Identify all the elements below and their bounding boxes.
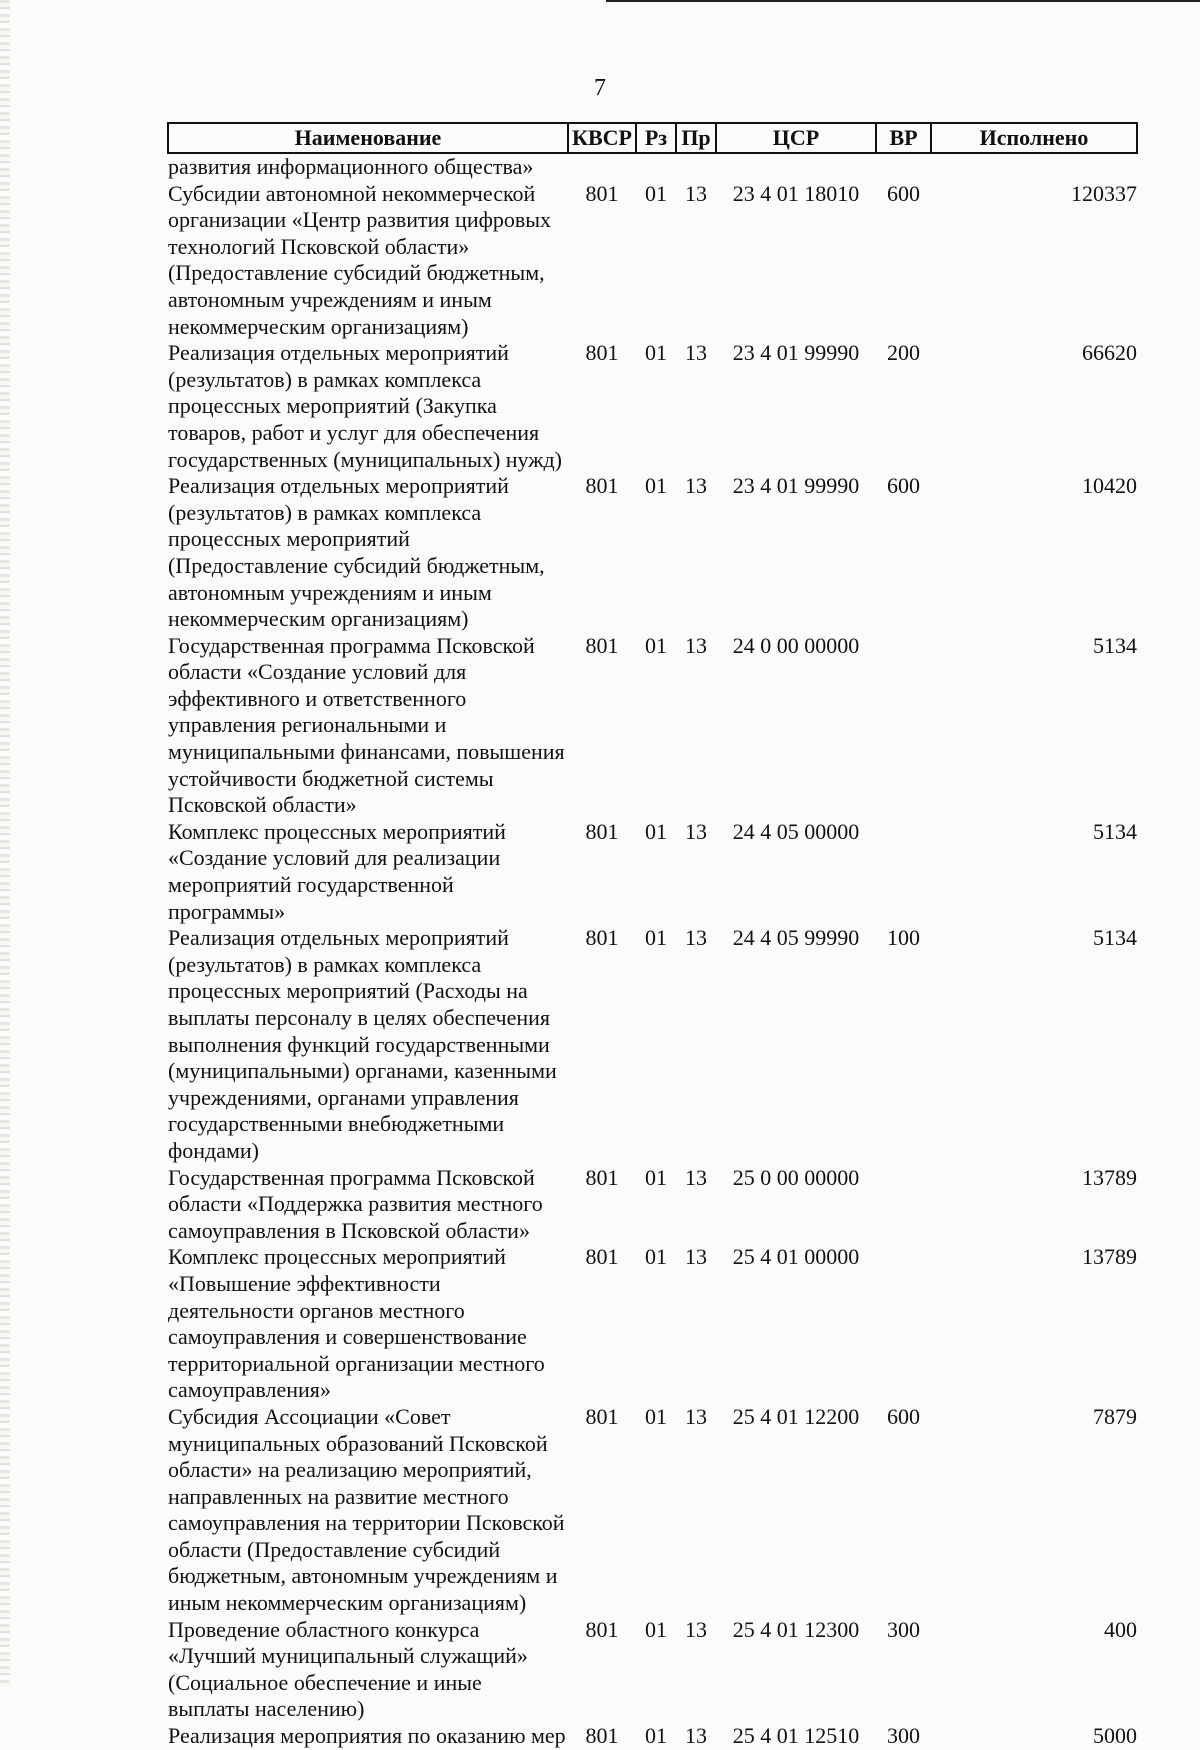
row-name: развития информационного общества»	[168, 154, 534, 179]
row-vr	[876, 1244, 931, 1404]
header-pr: Пр	[676, 123, 716, 153]
row-csr: 23 4 01 99990	[732, 340, 860, 366]
row-sum	[931, 153, 1137, 181]
row-rz: 01	[645, 1164, 667, 1190]
table-row	[168, 633, 1137, 819]
row-name: Государственная программа Псковской области «Создание условий для эффективного и ответственного управления региональными и муниципальными финансами, повышения устойчивости бюджетной системы Псковской области»	[168, 632, 565, 818]
row-name: Реализация отдельных мероприятий (результатов) в рамках комплекса процессных мероприятий (Расходы на выплаты персоналу в целях обеспечения выполнения функций государственными (муниципальными) органами, казенными учреждениями, органами управления государственными внебюджетными фондами)	[168, 925, 557, 1163]
page-number: 7	[594, 75, 606, 101]
row-pr: 13	[685, 632, 707, 658]
row-name: Проведение областного конкурса «Лучший муниципальный служащий» (Социальное обеспечение и иные выплаты населению)	[168, 1616, 528, 1722]
row-csr: 25 4 01 12200	[732, 1403, 860, 1429]
row-csr	[716, 153, 876, 181]
row-kvsr: 801	[585, 473, 619, 499]
row-name: Комплекс процессных мероприятий «Создание условий для реализации мероприятий государственной программы»	[168, 818, 506, 924]
row-pr: 13	[685, 180, 707, 206]
row-name: Реализация мероприятия по оказанию мер	[168, 1723, 566, 1749]
row-rz: 01	[645, 1403, 667, 1429]
row-csr: 24 0 00 00000	[732, 632, 860, 658]
table-row	[168, 1165, 1137, 1245]
row-name: Реализация отдельных мероприятий (результатов) в рамках комплекса процессных мероприятий (Предоставление субсидий бюджетным, автономным учреждениям и иным некоммерческим организациям)	[168, 473, 545, 632]
row-pr: 13	[685, 1723, 707, 1749]
table-row	[168, 925, 1137, 1164]
row-name: Субсидия Ассоциации «Совет муниципальных образований Псковской области» на реализацию мероприятий, направленных на развитие местного самоуправления на территории Псковской области (Предоставление субсидий бюджетным, автономным учреждениям и иным некоммерческим организациям)	[168, 1403, 565, 1616]
row-vr: 600	[887, 473, 920, 499]
row-vr: 300	[887, 1723, 920, 1749]
row-pr: 13	[685, 1244, 707, 1270]
row-vr: 100	[887, 925, 920, 951]
row-name: Государственная программа Псковской области «Поддержка развития местного самоуправления в Псковской области»	[168, 1164, 543, 1243]
row-kvsr: 801	[585, 925, 619, 951]
header-sum: Исполнено	[931, 123, 1137, 153]
table-row	[168, 340, 1137, 473]
table-row	[168, 473, 1137, 633]
row-csr: 24 4 05 00000	[732, 818, 860, 844]
header-vr: ВР	[876, 123, 931, 153]
row-sum: 7879	[1093, 1403, 1137, 1429]
row-name: Комплекс процессных мероприятий «Повышение эффективности деятельности органов местного самоуправления и совершенствование территориальной организации местного самоуправления»	[168, 1244, 545, 1403]
table-row	[168, 181, 1137, 341]
row-csr: 25 4 01 12510	[732, 1723, 860, 1749]
row-kvsr	[568, 153, 636, 181]
row-name: Субсидии автономной некоммерческой организации «Центр развития цифровых технологий Псковской области» (Предоставление субсидий бюджетным, автономным учреждениям и иным некоммерческим организациям)	[168, 180, 552, 339]
header-csr: ЦСР	[716, 123, 876, 153]
row-kvsr: 801	[585, 340, 619, 366]
row-vr	[876, 1165, 931, 1245]
row-sum: 66620	[1082, 340, 1137, 366]
row-rz: 01	[645, 818, 667, 844]
row-pr: 13	[685, 1164, 707, 1190]
table-header-row	[168, 123, 1137, 153]
row-sum: 5134	[1093, 818, 1137, 844]
header-rz: Рз	[636, 123, 676, 153]
row-rz: 01	[645, 632, 667, 658]
row-csr: 23 4 01 99990	[732, 473, 860, 499]
row-kvsr: 801	[585, 632, 619, 658]
scan-edge	[0, 0, 10, 1686]
row-sum: 5134	[1093, 632, 1137, 658]
row-pr: 13	[685, 1403, 707, 1429]
row-csr: 24 4 05 99990	[732, 925, 860, 951]
row-pr: 13	[685, 1616, 707, 1642]
row-kvsr: 801	[585, 1164, 619, 1190]
row-sum: 13789	[1082, 1244, 1137, 1270]
row-sum: 120337	[1071, 180, 1137, 206]
row-pr	[676, 153, 716, 181]
row-vr	[876, 633, 931, 819]
row-sum: 10420	[1082, 473, 1137, 499]
header-kvsr: КВСР	[568, 123, 636, 153]
row-rz: 01	[645, 180, 667, 206]
row-pr: 13	[685, 340, 707, 366]
row-pr: 13	[685, 818, 707, 844]
budget-table	[167, 122, 1138, 1750]
table-row	[168, 819, 1137, 925]
table-row	[168, 1617, 1137, 1723]
row-vr: 600	[887, 1403, 920, 1429]
row-rz: 01	[645, 1723, 667, 1749]
table-row	[168, 1723, 1137, 1750]
row-vr: 600	[887, 180, 920, 206]
row-sum: 5134	[1093, 925, 1137, 951]
row-csr: 25 4 01 00000	[732, 1244, 860, 1270]
top-rule	[606, 0, 1200, 2]
row-pr: 13	[685, 925, 707, 951]
row-sum: 13789	[1082, 1164, 1137, 1190]
row-kvsr: 801	[585, 1723, 619, 1749]
row-rz: 01	[645, 925, 667, 951]
row-sum: 5000	[1093, 1723, 1137, 1749]
row-rz: 01	[645, 1244, 667, 1270]
row-vr: 200	[887, 340, 920, 366]
row-name: Реализация отдельных мероприятий (результатов) в рамках комплекса процессных мероприятий (Закупка товаров, работ и услуг для обеспечения государственных (муниципальных) нужд)	[168, 340, 562, 472]
table-row	[168, 1244, 1137, 1404]
row-kvsr: 801	[585, 1244, 619, 1270]
row-rz: 01	[645, 1616, 667, 1642]
row-kvsr: 801	[585, 1403, 619, 1429]
row-pr: 13	[685, 473, 707, 499]
row-kvsr: 801	[585, 1616, 619, 1642]
table-row	[168, 153, 1137, 181]
row-rz: 01	[645, 340, 667, 366]
row-rz	[636, 153, 676, 181]
row-csr: 23 4 01 18010	[732, 180, 860, 206]
row-csr: 25 0 00 00000	[732, 1164, 860, 1190]
row-rz: 01	[645, 473, 667, 499]
row-csr: 25 4 01 12300	[732, 1616, 860, 1642]
table-row	[168, 1404, 1137, 1617]
header-name: Наименование	[168, 123, 568, 153]
row-kvsr: 801	[585, 180, 619, 206]
row-vr: 300	[887, 1616, 920, 1642]
row-vr	[876, 153, 931, 181]
row-kvsr: 801	[585, 818, 619, 844]
row-vr	[876, 819, 931, 925]
row-sum: 400	[1104, 1616, 1137, 1642]
